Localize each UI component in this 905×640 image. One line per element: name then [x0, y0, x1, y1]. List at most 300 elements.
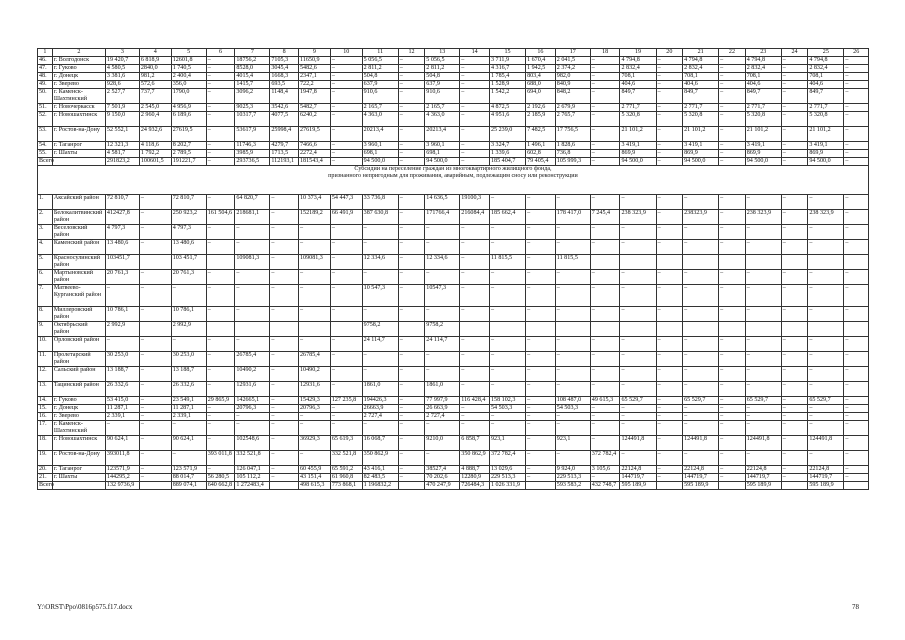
cell-value: –	[206, 65, 235, 73]
cell-value: 1713,5	[270, 150, 299, 158]
cell-value: 65 529,7	[808, 397, 844, 405]
cell-value: –	[620, 352, 656, 367]
cell-value: –	[656, 127, 683, 142]
cell-value: 404,6	[808, 81, 844, 89]
cell-value: 53 415,0	[105, 397, 139, 405]
cell-value: –	[745, 352, 781, 367]
cell-value: 4 872,5	[489, 104, 525, 112]
cell-value: 4 797,3	[171, 225, 206, 240]
cell-value: –	[299, 421, 331, 436]
cell-value: 3 324,7	[489, 142, 525, 150]
cell-value: 103 451,7	[171, 255, 206, 270]
cell-value: –	[460, 352, 490, 367]
cell-value: –	[425, 307, 460, 322]
column-number: 3	[105, 49, 139, 57]
cell-value: 5 056,5	[362, 57, 398, 65]
cell-value: 2 832,4	[808, 65, 844, 73]
cell-value: 82 483,5	[362, 474, 398, 482]
cell-value: 2 771,7	[808, 104, 844, 112]
cell-value: –	[719, 270, 746, 285]
cell-value: –	[620, 307, 656, 322]
cell-value: –	[781, 210, 808, 225]
cell-value: –	[489, 285, 525, 307]
cell-value: 38527,4	[425, 466, 460, 474]
cell-value: –	[781, 270, 808, 285]
cell-value: –	[555, 240, 590, 255]
cell-value: –	[844, 397, 869, 405]
cell-value: 1 542,2	[489, 89, 525, 104]
cell-value: –	[299, 337, 331, 352]
cell-value: 4 118,6	[139, 142, 171, 150]
cell-value: –	[139, 421, 171, 436]
row-name: г. Донецк	[52, 73, 105, 81]
cell-value: 79 405,4	[526, 158, 556, 166]
cell-value: –	[781, 337, 808, 352]
cell-value: 124491,8	[808, 436, 844, 451]
cell-value: –	[139, 210, 171, 225]
cell-value: 1 272483,4	[235, 482, 270, 490]
cell-value: 4 794,8	[808, 57, 844, 65]
cell-value	[656, 322, 683, 337]
cell-value: 3045,4	[270, 65, 299, 73]
cell-value: –	[590, 270, 620, 285]
cell-value: 2 679,9	[555, 104, 590, 112]
cell-value: 694,0	[526, 89, 556, 104]
budget-table-sheet	[37, 48, 869, 490]
cell-value: 412427,8	[105, 210, 139, 225]
row-name: Аксайский район	[52, 195, 105, 210]
cell-value: –	[105, 285, 139, 307]
cell-value: –	[781, 240, 808, 255]
cell-value: –	[489, 270, 525, 285]
cell-value: 10547,3	[425, 285, 460, 307]
column-number: 13	[425, 49, 460, 57]
cell-value: –	[590, 150, 620, 158]
cell-value: 10490,2	[299, 367, 331, 382]
cell-value: –	[460, 65, 490, 73]
cell-value: 11 815,5	[489, 255, 525, 270]
cell-value: 640 662,8	[206, 482, 235, 490]
cell-value: –	[139, 466, 171, 474]
column-number: 2	[52, 49, 105, 57]
cell-value: –	[139, 436, 171, 451]
cell-value: –	[781, 65, 808, 73]
cell-value: –	[330, 89, 362, 104]
cell-value: –	[808, 225, 844, 240]
row-number: 9.	[38, 322, 53, 337]
cell-value: –	[460, 413, 490, 421]
row-name	[52, 158, 105, 166]
cell-value: –	[270, 270, 299, 285]
cell-value: 9 924,0	[555, 466, 590, 474]
cell-value: 13 188,7	[105, 367, 139, 382]
cell-value: –	[590, 104, 620, 112]
row-number: 54.	[38, 142, 53, 150]
cell-value: 94 500,0	[808, 158, 844, 166]
cell-value: –	[719, 367, 746, 382]
cell-value: –	[656, 112, 683, 127]
cell-value: 65 529,7	[745, 397, 781, 405]
cell-value: 12931,6	[299, 382, 331, 397]
cell-value: 737,7	[139, 89, 171, 104]
cell-value: 923,1	[555, 436, 590, 451]
cell-value: 2272,4	[299, 150, 331, 158]
cell-value: –	[206, 413, 235, 421]
cell-value: 2 727,4	[425, 413, 460, 421]
cell-value: 24 114,7	[425, 337, 460, 352]
cell-value: 4 951,6	[489, 112, 525, 127]
cell-value: 144295,2	[105, 474, 139, 482]
cell-value: –	[206, 270, 235, 285]
cell-value: 4 363,0	[362, 112, 398, 127]
page-number: 78	[852, 603, 859, 611]
cell-value: 26 332,6	[171, 382, 206, 397]
row-number: 10.	[38, 337, 53, 352]
cell-value: 722,2	[299, 81, 331, 89]
cell-value: –	[844, 89, 869, 104]
cell-value: 6 858,7	[460, 436, 490, 451]
cell-value: –	[330, 307, 362, 322]
cell-value: –	[808, 352, 844, 367]
table-row	[38, 255, 869, 270]
cell-value: –	[330, 285, 362, 307]
column-number: 16	[526, 49, 556, 57]
column-number: 6	[206, 49, 235, 57]
cell-value: 981,2	[139, 73, 171, 81]
column-number: 24	[781, 49, 808, 57]
column-number: 7	[235, 49, 270, 57]
cell-value: 3 105,6	[590, 466, 620, 474]
cell-value: –	[270, 352, 299, 367]
cell-value: 4 581,7	[105, 150, 139, 158]
table-row	[38, 482, 869, 490]
cell-value: 910,6	[425, 89, 460, 104]
cell-value: –	[330, 65, 362, 73]
cell-value: 19 420,7	[105, 57, 139, 65]
table-row	[38, 397, 869, 405]
cell-value: –	[656, 466, 683, 474]
cell-value: –	[719, 474, 746, 482]
cell-value: 708,1	[620, 73, 656, 81]
cell-value: 2 811,2	[362, 65, 398, 73]
cell-value: –	[330, 73, 362, 81]
cell-value: –	[206, 382, 235, 397]
cell-value: 72 810,7	[171, 195, 206, 210]
cell-value: –	[489, 307, 525, 322]
cell-value: –	[844, 142, 869, 150]
table-row	[38, 466, 869, 474]
cell-value: 1 339,6	[489, 150, 525, 158]
cell-value: –	[270, 195, 299, 210]
cell-value: –	[206, 436, 235, 451]
cell-value: –	[398, 240, 425, 255]
cell-value: –	[460, 337, 490, 352]
cell-value: –	[425, 352, 460, 367]
table-row	[38, 104, 869, 112]
cell-value: –	[590, 285, 620, 307]
cell-value: 698,1	[425, 150, 460, 158]
cell-value: –	[719, 405, 746, 413]
cell-value: –	[330, 127, 362, 142]
column-number: 25	[808, 49, 844, 57]
cell-value: 726484,3	[460, 482, 490, 490]
cell-value: –	[590, 81, 620, 89]
cell-value: –	[526, 474, 556, 482]
cell-value: –	[526, 307, 556, 322]
cell-value: 25 239,0	[489, 127, 525, 142]
cell-value: –	[460, 142, 490, 150]
cell-value: 432 748,7	[590, 482, 620, 490]
cell-value: 161 504,6	[206, 210, 235, 225]
cell-value: –	[620, 240, 656, 255]
cell-value: 9025,3	[235, 104, 270, 112]
cell-value: –	[460, 104, 490, 112]
row-number: 53.	[38, 127, 53, 142]
cell-value: 13 480,6	[171, 240, 206, 255]
cell-value: –	[139, 195, 171, 210]
cell-value: –	[620, 382, 656, 397]
row-name: г. Новошахтинск	[52, 112, 105, 127]
cell-value: 65 619,3	[330, 436, 362, 451]
cell-value: 250 923,2	[171, 210, 206, 225]
cell-value: –	[590, 436, 620, 451]
column-number: 12	[398, 49, 425, 57]
document-path: Y:\ORST\Ppo\0816p575.f17.docx	[37, 603, 133, 611]
cell-value: 65 529,7	[620, 397, 656, 405]
column-number: 14	[460, 49, 490, 57]
cell-value: –	[171, 337, 206, 352]
cell-value: –	[139, 285, 171, 307]
cell-value: 3 960,1	[425, 142, 460, 150]
cell-value: –	[745, 367, 781, 382]
cell-value: 404,6	[745, 81, 781, 89]
cell-value: –	[139, 451, 171, 466]
cell-value: 238 323,9	[620, 210, 656, 225]
cell-value: 109081,3	[299, 255, 331, 270]
cell-value: 49 615,3	[590, 397, 620, 405]
cell-value: 29 865,9	[206, 397, 235, 405]
row-number: 6.	[38, 270, 53, 285]
cell-value: 2840,0	[139, 65, 171, 73]
cell-value: –	[460, 405, 490, 413]
cell-value: –	[719, 150, 746, 158]
cell-value: –	[656, 397, 683, 405]
cell-value: –	[745, 307, 781, 322]
cell-value: –	[719, 352, 746, 367]
cell-value: –	[719, 307, 746, 322]
cell-value: –	[719, 73, 746, 81]
cell-value: –	[683, 285, 719, 307]
cell-value: 1 942,5	[526, 65, 556, 73]
cell-value: –	[590, 413, 620, 421]
cell-value: –	[526, 397, 556, 405]
cell-value: –	[719, 81, 746, 89]
cell-value: 17 756,5	[555, 127, 590, 142]
cell-value: 2 165,7	[362, 104, 398, 112]
cell-value: 178 417,0	[555, 210, 590, 225]
cell-value	[526, 322, 556, 337]
cell-value: –	[590, 89, 620, 104]
cell-value: 21 101,2	[745, 127, 781, 142]
cell-value: 66 491,9	[330, 210, 362, 225]
cell-value: –	[171, 451, 206, 466]
cell-value: –	[781, 285, 808, 307]
cell-value: 2 339,1	[105, 413, 139, 421]
cell-value: 61 960,8	[330, 474, 362, 482]
cell-value: 72 810,7	[105, 195, 139, 210]
cell-value: 393011,8	[105, 451, 139, 466]
cell-value: 15429,3	[299, 397, 331, 405]
cell-value: –	[656, 158, 683, 166]
cell-value: 7466,6	[299, 142, 331, 150]
cell-value: –	[590, 158, 620, 166]
cell-value: –	[590, 112, 620, 127]
cell-value	[719, 482, 746, 490]
cell-value: 3 419,1	[745, 142, 781, 150]
cell-value: –	[656, 405, 683, 413]
cell-value: 100601,5	[139, 158, 171, 166]
cell-value: –	[844, 307, 869, 322]
cell-value: 2347,1	[299, 73, 331, 81]
cell-value: –	[460, 285, 490, 307]
row-number: 55.	[38, 150, 53, 158]
cell-value: 1 496,1	[526, 142, 556, 150]
table-row	[38, 367, 869, 382]
cell-value: –	[808, 270, 844, 285]
cell-value: 24 114,7	[362, 337, 398, 352]
cell-value: 1148,4	[270, 89, 299, 104]
table-row	[38, 451, 869, 466]
cell-value: 1 026 331,9	[489, 482, 525, 490]
cell-value: 194426,3	[362, 397, 398, 405]
cell-value: 11 287,1	[105, 405, 139, 413]
cell-value: –	[330, 225, 362, 240]
cell-value: 595 189,9	[808, 482, 844, 490]
cell-value: –	[656, 413, 683, 421]
cell-value: 708,1	[808, 73, 844, 81]
column-number: 23	[745, 49, 781, 57]
cell-value: –	[844, 382, 869, 397]
cell-value: –	[398, 436, 425, 451]
cell-value: 108 487,0	[555, 397, 590, 405]
cell-value: –	[590, 195, 620, 210]
cell-value: 20213,4	[362, 127, 398, 142]
cell-value: –	[656, 382, 683, 397]
row-number: 2.	[38, 210, 53, 225]
cell-value	[590, 255, 620, 270]
cell-value: 27619,5	[171, 127, 206, 142]
cell-value: –	[270, 413, 299, 421]
row-name: г. Гуково	[52, 397, 105, 405]
cell-value: 4015,4	[235, 73, 270, 81]
cell-value: 24 932,6	[139, 127, 171, 142]
cell-value: 70 202,6	[425, 474, 460, 482]
subsidy-table	[37, 48, 869, 490]
cell-value: –	[590, 65, 620, 73]
cell-value: –	[555, 413, 590, 421]
cell-value: 12 334,6	[362, 255, 398, 270]
cell-value: –	[206, 466, 235, 474]
cell-value: 332 521,8	[235, 451, 270, 466]
cell-value: –	[362, 240, 398, 255]
cell-value: –	[656, 65, 683, 73]
cell-value: –	[270, 466, 299, 474]
cell-value: 7 501,9	[105, 104, 139, 112]
cell-value	[526, 482, 556, 490]
cell-value: –	[590, 225, 620, 240]
cell-value: 889 074,1	[171, 482, 206, 490]
cell-value: –	[398, 421, 425, 436]
cell-value: 595 189,9	[620, 482, 656, 490]
cell-value: 3542,6	[270, 104, 299, 112]
cell-value: 21 101,2	[683, 127, 719, 142]
table-row	[38, 240, 869, 255]
cell-value: 498 615,3	[299, 482, 331, 490]
column-number: 19	[620, 49, 656, 57]
cell-value: –	[398, 382, 425, 397]
row-name: г. Каменск-Шахтинский	[52, 421, 105, 436]
cell-value: –	[460, 270, 490, 285]
cell-value: –	[460, 57, 490, 65]
cell-value: –	[656, 195, 683, 210]
cell-value: 356,0	[171, 81, 206, 89]
cell-value: 88 014,7	[171, 474, 206, 482]
cell-value: –	[206, 73, 235, 81]
section-title-row	[38, 166, 869, 195]
cell-value: –	[844, 210, 869, 225]
cell-value: –	[719, 158, 746, 166]
cell-value: –	[555, 195, 590, 210]
cell-value: 773 868,1	[330, 482, 362, 490]
cell-value: –	[590, 421, 620, 436]
cell-value: –	[235, 270, 270, 285]
cell-value: 637,9	[425, 81, 460, 89]
cell-value: –	[489, 382, 525, 397]
cell-value: –	[362, 270, 398, 285]
row-number: 4.	[38, 240, 53, 255]
cell-value: –	[745, 337, 781, 352]
cell-value: 393 011,8	[206, 451, 235, 466]
cell-value: –	[526, 195, 556, 210]
cell-value: 102548,6	[235, 436, 270, 451]
cell-value: –	[781, 81, 808, 89]
cell-value: –	[139, 397, 171, 405]
cell-value: –	[526, 240, 556, 255]
cell-value: 2 041,5	[555, 57, 590, 65]
cell-value: 116 428,4	[460, 397, 490, 405]
cell-value: 910,6	[362, 89, 398, 104]
cell-value: –	[808, 421, 844, 436]
cell-value: 94 500,0	[745, 158, 781, 166]
row-name: г. Каменск-Шахтинский	[52, 89, 105, 104]
cell-value	[330, 322, 362, 337]
cell-value: –	[745, 285, 781, 307]
cell-value: –	[808, 337, 844, 352]
cell-value: –	[555, 270, 590, 285]
cell-value: 22124,8	[745, 466, 781, 474]
cell-value: –	[425, 225, 460, 240]
cell-value: 10 786,1	[171, 307, 206, 322]
cell-value: 7 482,5	[526, 127, 556, 142]
cell-value: 94 500,0	[362, 158, 398, 166]
cell-value: 372 782,4	[590, 451, 620, 466]
cell-value: –	[719, 466, 746, 474]
cell-value: –	[719, 127, 746, 142]
cell-value: 123571,9	[105, 466, 139, 474]
cell-value: –	[362, 307, 398, 322]
cell-value: 2 192,6	[526, 104, 556, 112]
cell-value: 2 400,4	[171, 73, 206, 81]
